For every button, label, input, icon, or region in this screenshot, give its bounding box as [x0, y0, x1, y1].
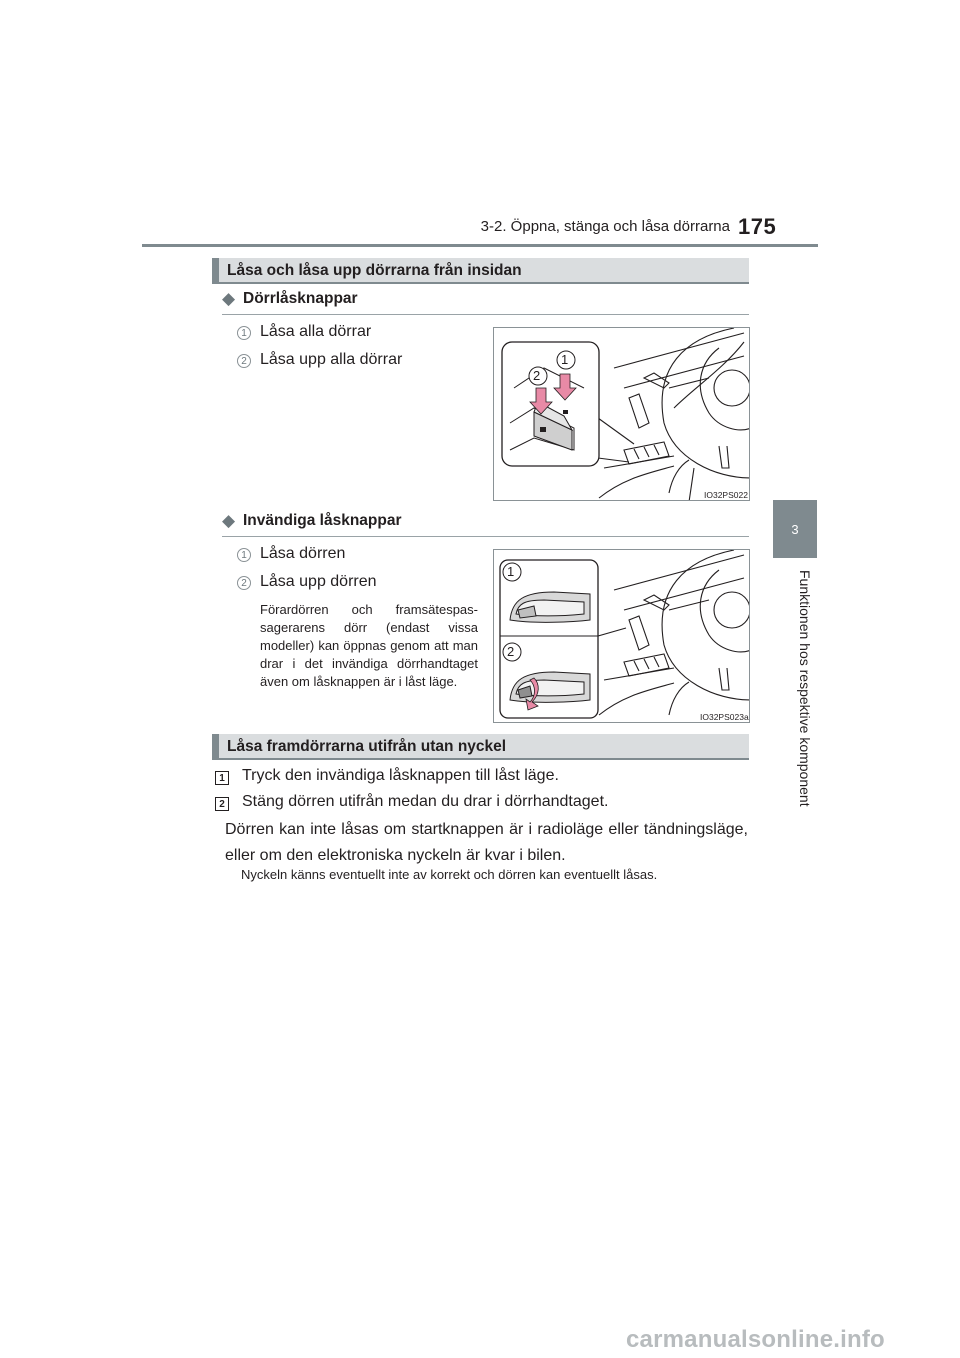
subheading-inside-lock-buttons: [222, 510, 749, 537]
subheading-text: Invändiga låsknappar: [243, 512, 402, 529]
page-number: 175: [738, 214, 777, 239]
step-text: Tryck den invändiga låsknappen till låst läge.: [242, 767, 559, 784]
subheading-text: Dörrlåsknappar: [243, 290, 358, 307]
door-lock-switch-illustration: [494, 328, 750, 501]
running-header-title: 3-2. Öppna, stänga och låsa dörrarna: [480, 218, 730, 235]
item-number-circle: 1: [237, 548, 251, 562]
diamond-bullet-icon: ◆: [222, 289, 236, 308]
diamond-bullet-icon: ◆: [222, 511, 236, 530]
chapter-number: 3: [791, 521, 799, 537]
watermark-text: carmanualsonline.info: [626, 1326, 885, 1353]
item-number-circle: 2: [237, 576, 251, 590]
section-header-inside-locking: [212, 258, 749, 284]
body-paragraph: Dörren kan inte låsas om startknappen är i radioläge eller tändningsläge, eller om den elektroniska nyckeln är kvar i bilen.: [225, 821, 748, 864]
section-header-outside-locking: [212, 734, 749, 760]
chapter-tab: [773, 500, 817, 558]
item-number-circle: 1: [237, 326, 251, 340]
step-number-box: 2: [215, 797, 229, 811]
step-number-box: 1: [215, 771, 229, 785]
chapter-title: Funktionen hos respektive komponent: [797, 570, 813, 807]
item-text: Låsa dörren: [260, 545, 346, 562]
figure-callout-label: 2: [533, 368, 541, 383]
item-text: Låsa alla dörrar: [260, 323, 372, 340]
figure-callout-label: 1: [507, 564, 515, 579]
section-title: Låsa och låsa upp dörrarna från insidan: [227, 262, 522, 279]
item-number-circle: 2: [237, 354, 251, 368]
item-text: Låsa upp dörren: [260, 573, 377, 590]
item-text: Låsa upp alla dörrar: [260, 351, 403, 368]
figure-door-lock-switch: [493, 327, 750, 501]
note-text: Nyckeln känns eventuellt inte av korrekt och dörren kan eventuellt låsas.: [241, 867, 658, 882]
header-rule: [142, 244, 818, 247]
step-text: Stäng dörren utifrån medan du drar i dörrhandtaget.: [242, 793, 609, 810]
figure-inside-lock-button: [493, 549, 750, 723]
chapter-side-label: [795, 570, 815, 830]
section-title: Låsa framdörrarna utifrån utan nyckel: [227, 738, 507, 755]
figure-callout-label: 2: [507, 644, 515, 659]
figure-callout-label: 1: [561, 352, 569, 367]
figure-code: IO32PS022: [704, 490, 748, 500]
inside-lock-button-illustration: [494, 550, 750, 723]
subheading-door-lock-switches: [222, 288, 749, 315]
note-text: Förardörren och framsätespassagerarens dörr (endast vissa modeller) kan öppnas genom att man drar i det invändiga dörrhandtaget även om låsknappen är i låst läge.: [260, 602, 478, 689]
figure-code: IO32PS023a: [700, 712, 749, 722]
